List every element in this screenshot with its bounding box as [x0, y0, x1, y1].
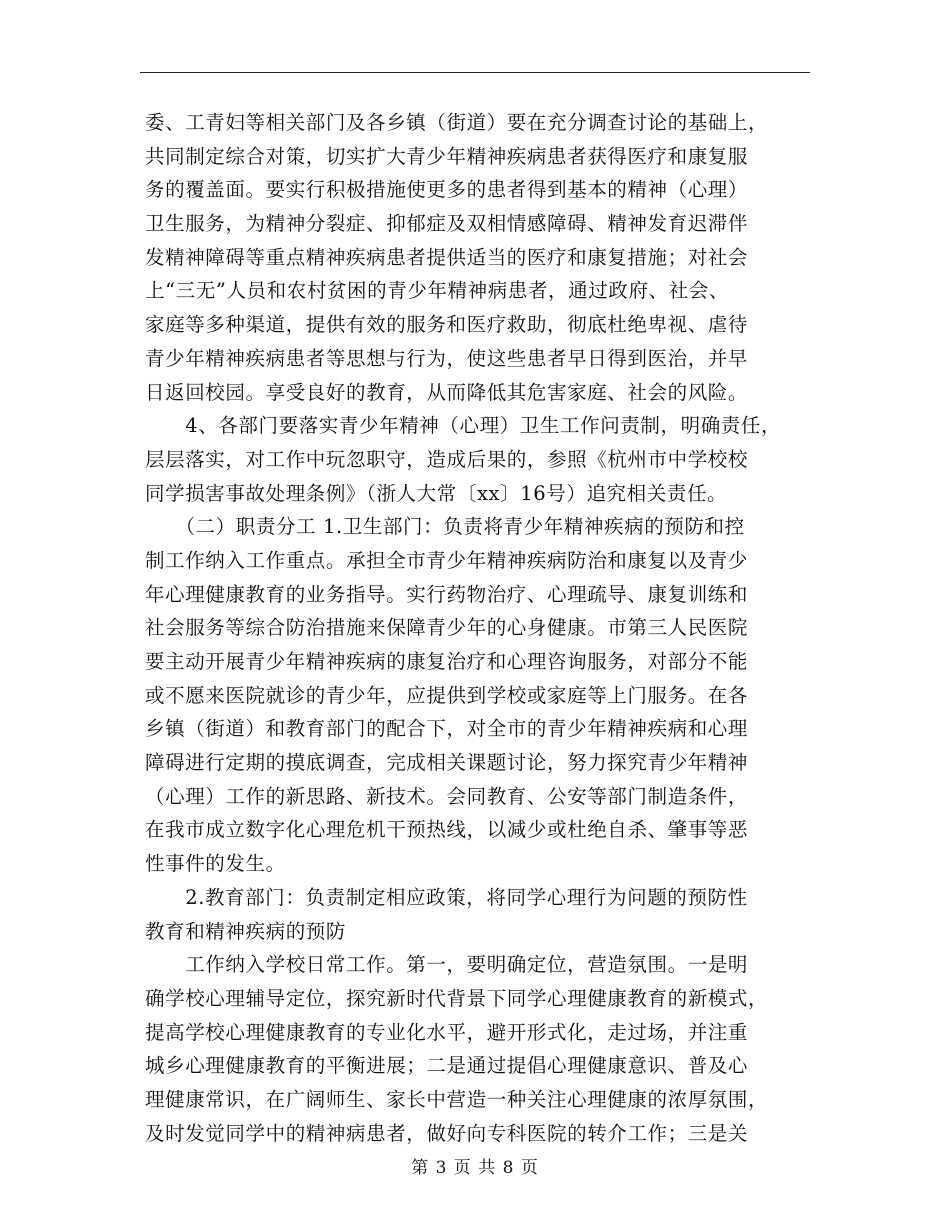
- text-line: 理健康常识，在广阔师生、家长中营造一种关注心理健康的浓厚氛围，: [145, 1087, 769, 1111]
- text-line: 卫生服务，为精神分裂症、抑郁症及双相情感障碍、精神发育迟滞伴: [145, 212, 749, 236]
- text-line: 家庭等多种渠道，提供有效的服务和医疗救助，彻底杜绝卑视、虐待: [145, 313, 749, 337]
- text-line: 障碍进行定期的摸底调查，完成相关课题讨论，努力探究青少年精神: [145, 751, 749, 775]
- text-line: 工作纳入学校日常工作。第一，要明确定位，营造氛围。一是明: [145, 953, 749, 977]
- text-line: 层层落实，对工作中玩忽职守，造成后果的，参照《杭州市中学校校: [145, 447, 749, 471]
- text-line: 要主动开展青少年精神疾病的康复治疗和心理咨询服务，对部分不能: [145, 650, 749, 673]
- page-number-footer: 第 3 页 共 8 页: [411, 1158, 539, 1178]
- text-line: 发精神障碍等重点精神疾病患者提供适当的医疗和康复措施；对社会: [145, 245, 749, 269]
- text-line: 4、各部门要落实青少年精神（心理）卫生工作问责制，明确责任，: [145, 414, 782, 438]
- header-divider: [140, 72, 810, 73]
- text-line: 教育和精神疾病的预防: [145, 919, 347, 943]
- text-line: （二）职责分工 1.卫生部门：负责将青少年精神疾病的预防和控: [145, 515, 745, 539]
- text-line: 同学损害事故处理条例》（浙人大常〔xx〕16号）追究相关责任。: [145, 481, 728, 505]
- text-line: 及时发觉同学中的精神病患者，做好向专科医院的转介工作；三是关: [145, 1121, 749, 1145]
- text-line: 在我市成立数字化心理危机干预热线，以减少或杜绝自杀、肇事等恶: [145, 818, 749, 842]
- text-line: 上“三无”人员和农村贫困的青少年精神病患者，通过政府、社会、: [145, 279, 729, 303]
- text-line: 务的覆盖面。要实行积极措施使更多的患者得到基本的精神（心理）: [145, 178, 749, 202]
- text-line: 性事件的发生。: [145, 852, 286, 876]
- text-line: 2.教育部门：负责制定相应政策，将同学心理行为问题的预防性: [145, 885, 748, 909]
- text-line: 或不愿来医院就诊的青少年，应提供到学校或家庭等上门服务。在各: [145, 683, 749, 707]
- text-line: 确学校心理辅导定位，探究新时代背景下同学心理健康教育的新模式，: [145, 986, 769, 1010]
- text-line: 青少年精神疾病患者等思想与行为，使这些患者早日得到医治，并早: [145, 346, 749, 370]
- text-line: 社会服务等综合防治措施来保障青少年的心身健康。市第三人民医院: [145, 616, 749, 640]
- document-body: [145, 106, 810, 1150]
- text-line: 日返回校园。享受良好的教育，从而降低其危害家庭、社会的风险。: [145, 380, 749, 404]
- text-line: （心理）工作的新思路、新技术。会同教育、公安等部门制造条件，: [145, 784, 749, 808]
- text-line: 共同制定综合对策，切实扩大青少年精神疾病患者获得医疗和康复服: [145, 144, 749, 168]
- text-line: 制工作纳入工作重点。承担全市青少年精神疾病防治和康复以及青少: [145, 548, 749, 572]
- text-line: 城乡心理健康教育的平衡进展；二是通过提倡心理健康意识、普及心: [145, 1054, 749, 1078]
- text-line: 委、工青妇等相关部门及各乡镇（街道）要在充分调查讨论的基础上，: [145, 111, 769, 134]
- text-line: 年心理健康教育的业务指导。实行药物治疗、心理疏导、康复训练和: [145, 582, 749, 606]
- text-line: 乡镇（街道）和教育部门的配合下，对全市的青少年精神疾病和心理: [145, 717, 749, 741]
- text-line: 提高学校心理健康教育的专业化水平，避开形式化，走过场，并注重: [145, 1020, 749, 1044]
